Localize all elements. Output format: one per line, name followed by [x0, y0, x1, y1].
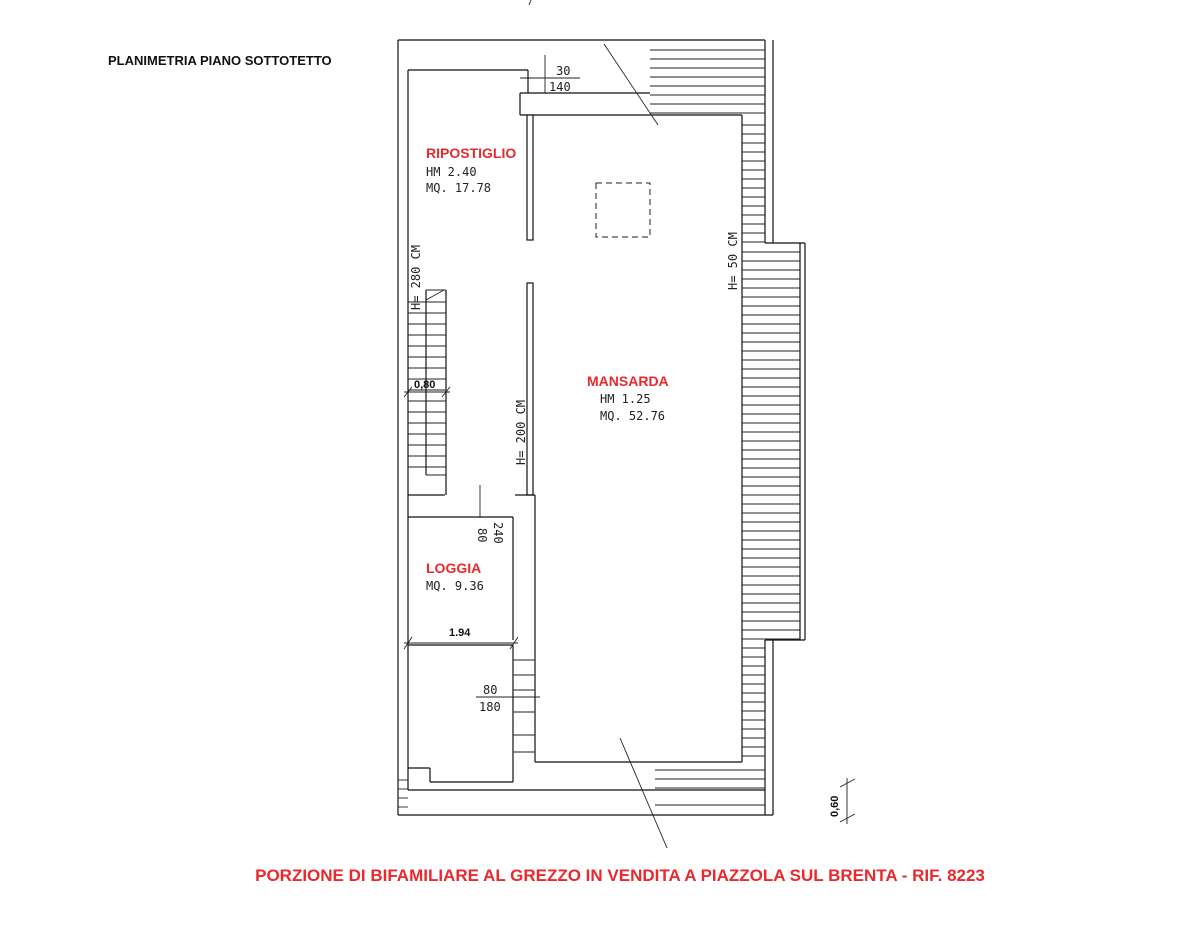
dim-stair-width: [404, 379, 450, 397]
dim-label: 240: [491, 522, 505, 544]
dim-label: 0,60: [829, 795, 841, 817]
dim-label: 180: [479, 700, 501, 714]
dim-label: 140: [549, 80, 571, 94]
room-name: MANSARDA: [587, 373, 669, 389]
dim-eave: [829, 778, 855, 824]
room-area: MQ. 52.76: [600, 409, 666, 423]
room-height: HM 1.25: [600, 392, 651, 406]
room-name: LOGGIA: [426, 560, 482, 576]
room-mansarda: [587, 373, 669, 423]
room-name: RIPOSTIGLIO: [426, 145, 517, 161]
dim-loggia-width: [404, 627, 518, 649]
skylight: [596, 183, 650, 237]
room-area: MQ. 17.78: [426, 181, 492, 195]
height-note-280: H= 280 CM: [409, 244, 423, 310]
room-area: MQ. 9.36: [426, 579, 484, 593]
plan-title: PLANIMETRIA PIANO SOTTOTETTO: [108, 53, 332, 68]
dim-label: 30: [556, 64, 571, 78]
height-note-50: H= 50 CM: [726, 232, 740, 290]
roof-eave-hatching: [398, 50, 800, 807]
height-note-200: H= 200 CM: [514, 399, 528, 465]
room-ripostiglio: [426, 145, 516, 195]
dim-central-door: [475, 485, 505, 544]
dim-label: 0,80: [414, 379, 436, 391]
dim-top-door: [520, 55, 580, 94]
room-loggia: [426, 560, 484, 593]
dim-bottom-door: [476, 683, 540, 714]
room-height: HM 2.40: [426, 165, 477, 179]
dim-label: 1.94: [449, 627, 471, 639]
dim-label: 80: [483, 683, 498, 697]
dim-label: 80: [475, 528, 489, 543]
staircase: [408, 290, 446, 495]
footer-title: PORZIONE DI BIFAMILIARE AL GREZZO IN VENDITA A PIAZZOLA SUL BRENTA - RIF. 8223: [255, 866, 985, 885]
